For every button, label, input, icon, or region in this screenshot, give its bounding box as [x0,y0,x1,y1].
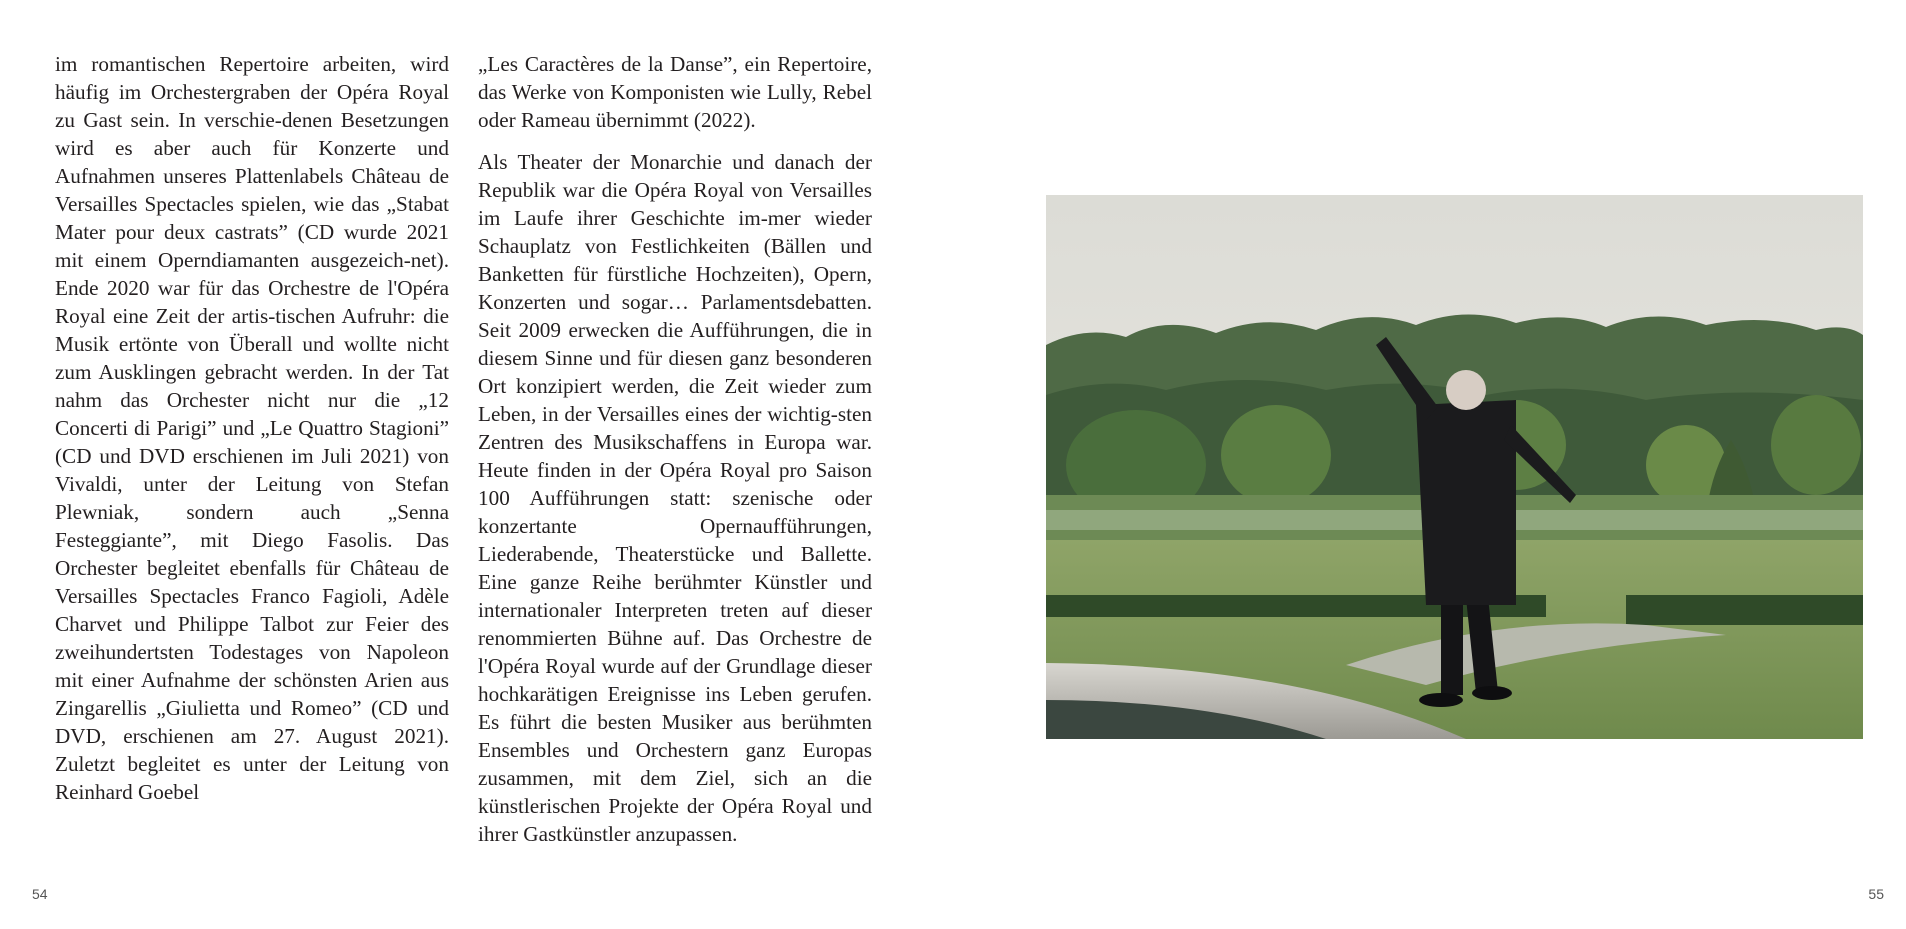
left-text-column [55,50,449,806]
photo-illustration [1046,195,1863,739]
garden-photo [1046,195,1863,739]
page-number-right: 55 [1868,886,1884,902]
hedge [1626,595,1863,625]
left-column-paragraph: im romantischen Repertoire arbeiten, wird häufig im Orchestergraben der Opéra Royal zu Gast sein. In verschie-denen Besetzungen wird es aber auch für Konzerte und Aufnahmen unseres Plattenlabels Château de Versailles Spectacles spielen, wie das „Stabat Mater pour deux castrats” (CD wurde 2021 mit einem Operndiamanten ausgezeich-net). Ende 2020 war für das Orchestre de l'Opéra Royal eine Zeit der artis-tischen Aufruhr: die Musik ertönte von Überall und wollte nicht zum Ausklingen gebracht werden. In der Tat nahm das Orchester nicht nur die „12 Concerti di Parigi” und „Le Quattro Stagioni” (CD und DVD erschienen im Juli 2021) von Vivaldi, unter der Leitung von Stefan Plewniak, sondern auch „Senna Festeggiante”, mit Diego Fasolis. Das Orchester begleitet ebenfalls für Château de Versailles Spectacles Franco Fagioli, Adèle Charvet und Philippe Talbot zur Feier des zweihundertsten Todestages von Napoleon mit einer Aufnahme der schönsten Arien aus Zingarellis „Giulietta und Romeo” (CD und DVD, erschienen am 27. August 2021). Zuletzt begleitet es unter der Leitung von Reinhard Goebel [55,52,449,804]
right-text-column [478,50,872,848]
page-number-left: 54 [32,886,48,902]
bush [1221,405,1331,505]
right-column-paragraph-2: Als Theater der Monarchie und danach der Republik war die Opéra Royal von Versailles im Laufe ihrer Geschichte im-mer wieder Schauplatz von Festlichkeiten (Bällen und Banketten für fürstliche Hochzeiten), Opern, Konzerten und sogar… Parlamentsdebatten. Seit 2009 erwecken die Aufführungen, die in diesem Sinne und für diesen ganz besonderen Ort konzipiert werden, die Zeit wieder zum Leben, in der Versailles eines der wichtig-sten Zentren des Musikschaffens in Europa war. Heute finden in der Opéra Royal pro Saison 100 Aufführungen statt: szenische oder konzertante Opernaufführungen, Liederabende, Theaterstücke und Ballette. Eine ganze Reihe berühmter Künstler und internationaler Interpreten treten auf dieser renommierten Bühne auf. Das Orchestre de l'Opéra Royal wurde auf der Grundlage dieser hochkarätigen Ereignisse ins Leben gerufen. Es führt die besten Musiker aus berühmten Ensembles und Orchestern ganz Europas zusammen, mit dem Ziel, sich an die künstlerischen Projekte der Opéra Royal und ihrer Gastkünstler anzupassen. [478,150,872,846]
bush [1771,395,1861,495]
right-column-paragraph-1: „Les Caractères de la Danse”, ein Repertoire, das Werke von Komponisten wie Lully, Rebel oder Rameau übernimmt (2022). [478,52,872,132]
